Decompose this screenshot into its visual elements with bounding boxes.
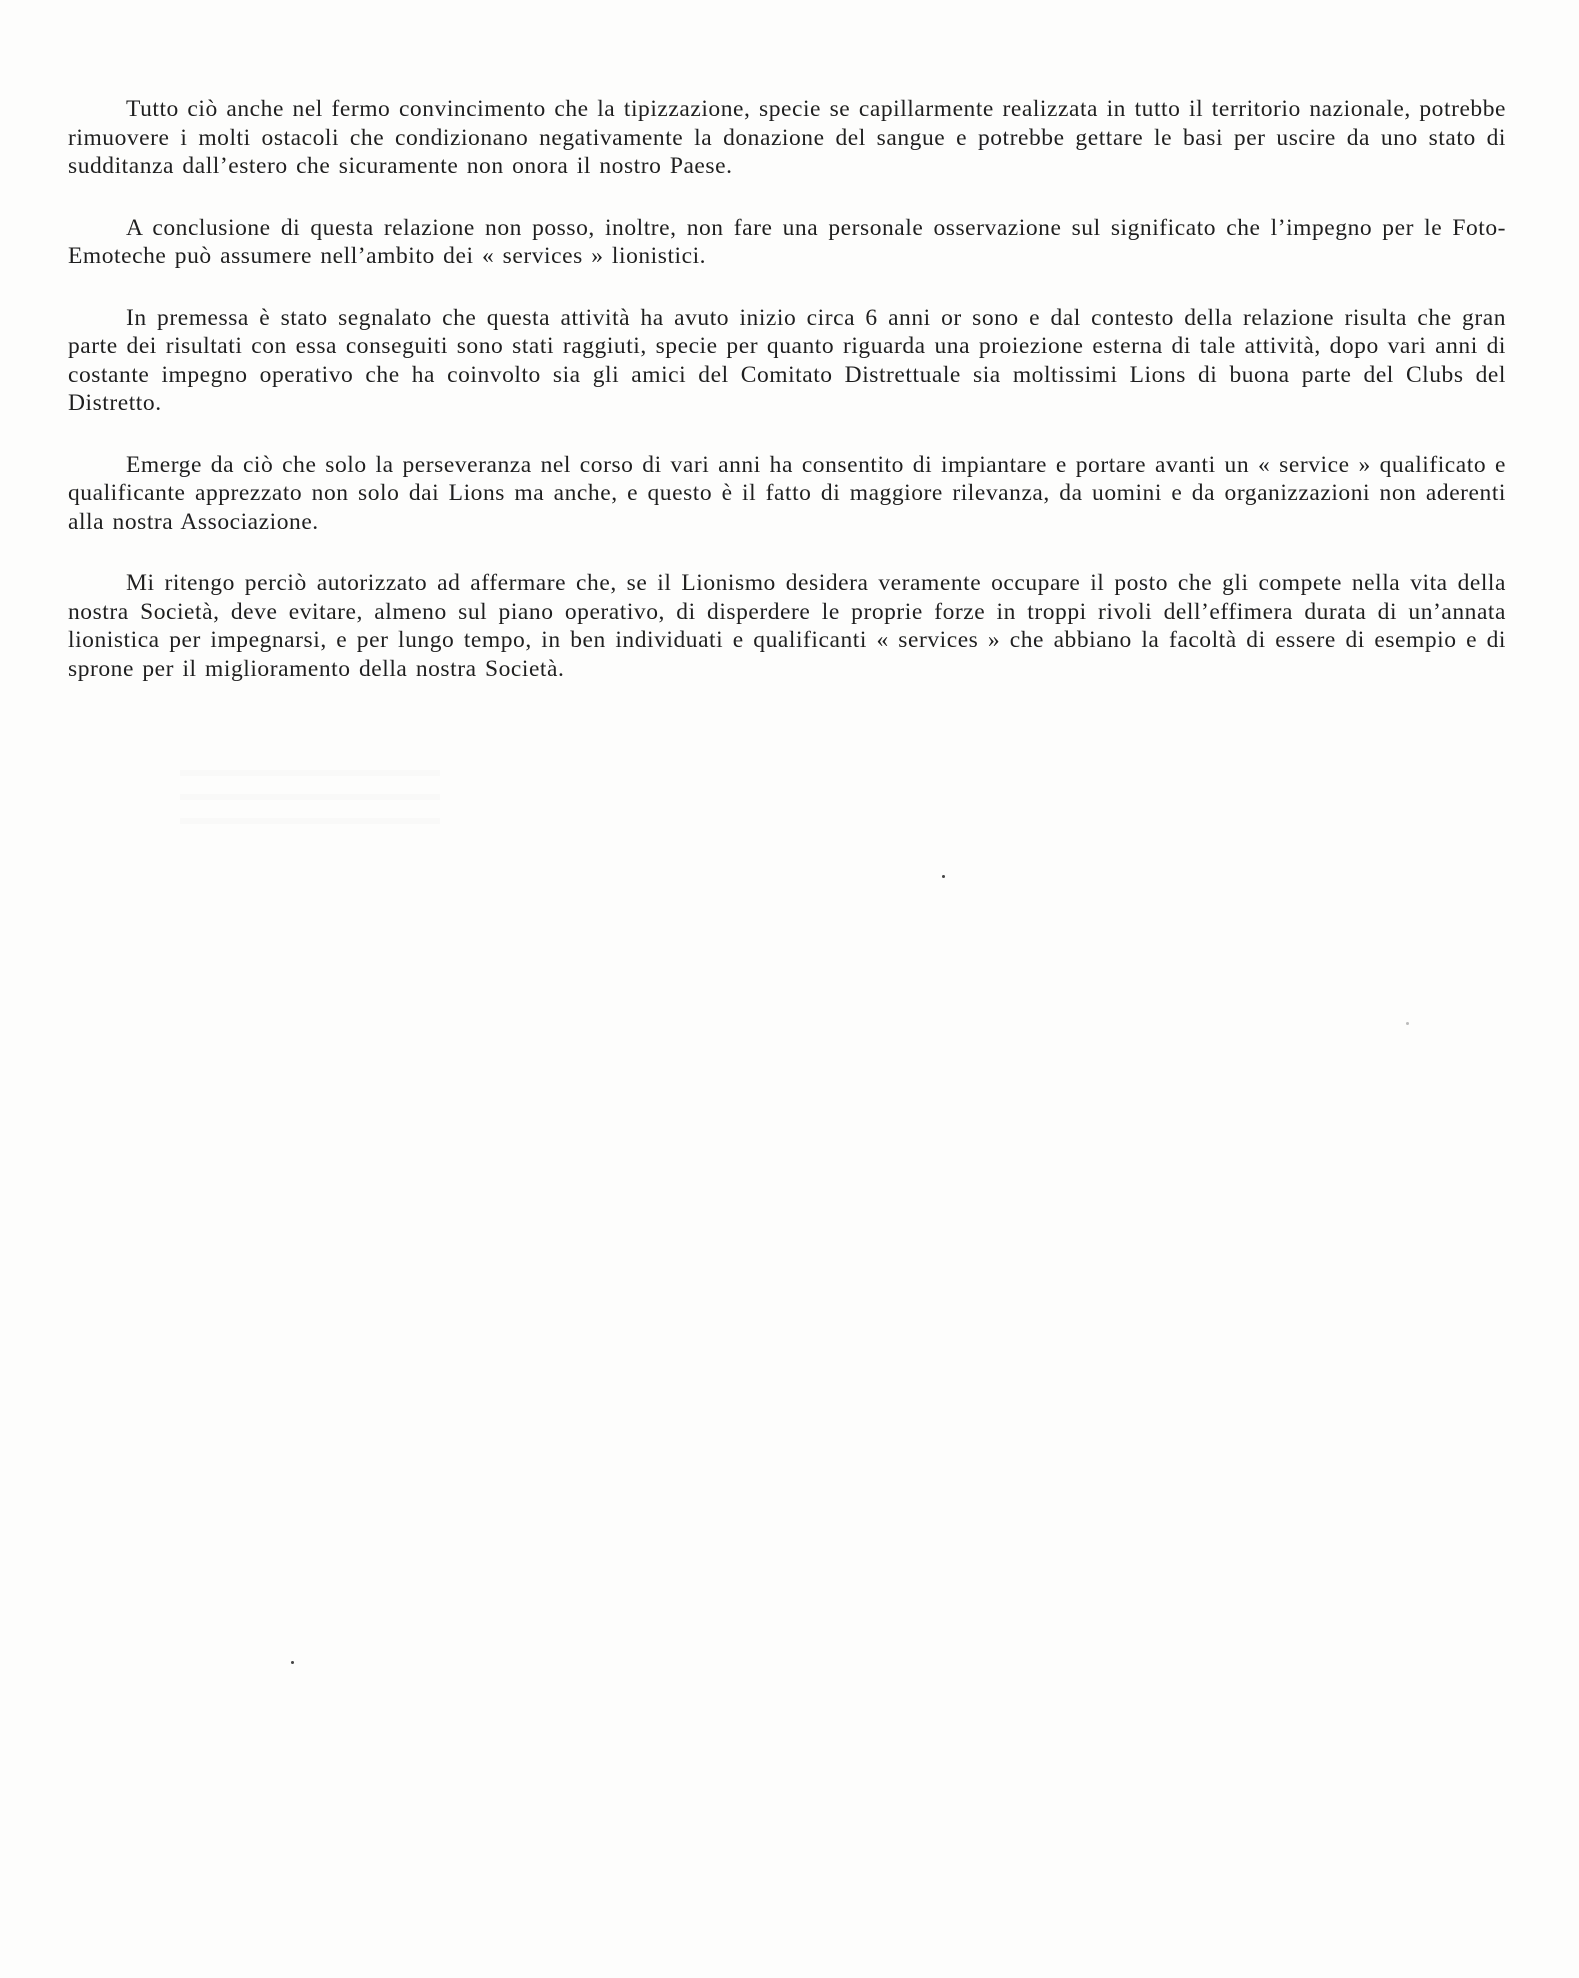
ink-speck (1406, 1022, 1409, 1025)
paragraph-premessa: In premessa è stato segnalato che questa attività ha avuto inizio circa 6 anni or sono e dal contesto della relazione risulta che gran parte dei risultati con essa conseguiti sono stati raggiuti, specie per quanto riguarda una proiezione esterna di tale attività, dopo vari anni di costante impegno operativo che ha coinvolto sia gli amici del Comitato Distrettuale sia moltissimi Lions di buona parte del Clubs del Distretto. (68, 304, 1506, 416)
paragraph-perseveranza: Emerge da ciò che solo la perseveranza nel corso di vari anni ha consentito di impiantare e portare avanti un « service » qualificato e qualificante apprezzato non solo dai Lions ma anche, e questo è il fatto di maggiore rilevanza, da uomini e da organizzazioni non aderenti alla nostra Associazione. (68, 451, 1506, 535)
ink-speck (942, 875, 945, 878)
paragraph-tipizzazione: Tutto ciò anche nel fermo convincimento che la tipizzazione, specie se capillarmente realizzata in tutto il territorio nazionale, potrebbe rimuovere i molti ostacoli che condizionano negativamente la donazione del sangue e potrebbe gettare le basi per uscire da uno stato di sudditanza dall’estero che sicuramente non onora il nostro Paese. (68, 96, 1506, 179)
paragraph-lionismo: Mi ritengo perciò autorizzato ad affermare che, se il Lionismo desidera veramente occupare il posto che gli compete nella vita della nostra Società, deve evitare, almeno sul piano operativo, di disperdere le proprie forze in troppi rivoli dell’effimera durata di un’annata lionistica per impegnarsi, e per lungo tempo, in ben individuati e qualificanti « services » che abbiano la facoltà di essere di esempio e di sprone per il miglioramento della nostra Società. (68, 570, 1506, 682)
paragraph-conclusione: A conclusione di questa relazione non posso, inoltre, non fare una personale osservazione sul significato che l’impegno per le Foto-Emoteche può assumere nell’ambito dei « services » lionistici. (68, 214, 1506, 269)
ink-speck (291, 1661, 294, 1664)
show-through-smudge (180, 770, 440, 840)
document-body (68, 95, 1506, 716)
